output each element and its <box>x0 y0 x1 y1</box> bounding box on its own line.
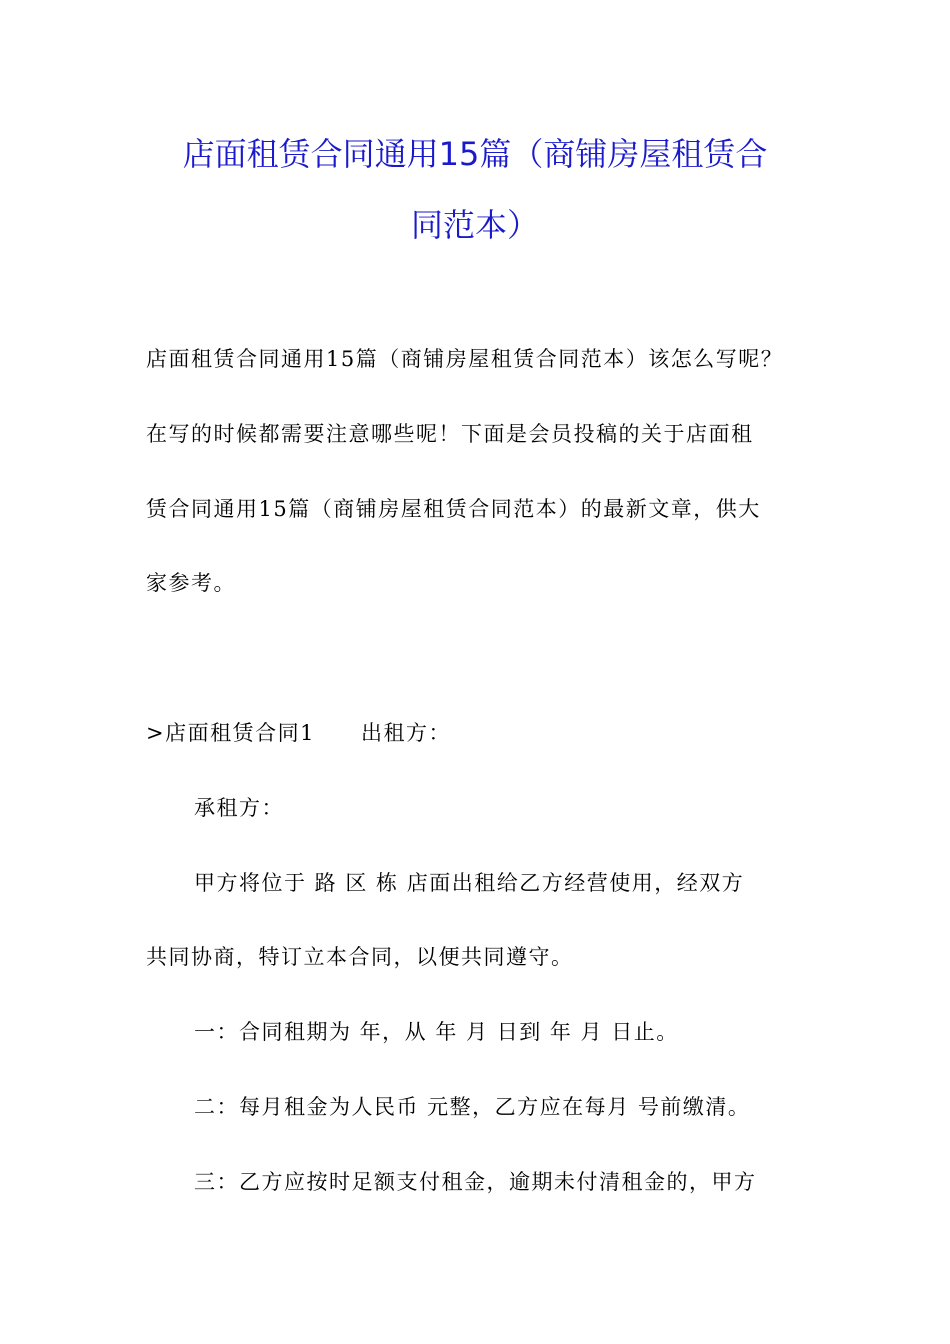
document-title-line-1: 店面租赁合同通用15篇（商铺房屋租赁合 <box>182 135 768 173</box>
lessee-label: 承租方： <box>194 796 284 820</box>
clause-2: 二：每月租金为人民币 元整，乙方应在每月 号前缴清。 <box>194 1095 751 1119</box>
intro-line-1: 店面租赁合同通用15篇（商铺房屋租赁合同范本）该怎么写呢？ <box>146 347 784 371</box>
para1-line-1: 甲方将位于 路 区 栋 店面出租给乙方经营使用，经双方 <box>194 871 745 895</box>
intro-line-2: 在写的时候都需要注意哪些呢！下面是会员投稿的关于店面租 <box>146 422 754 446</box>
intro-line-3: 赁合同通用15篇（商铺房屋租赁合同范本）的最新文章，供大 <box>146 497 761 521</box>
clause-3: 三：乙方应按时足额支付租金，逾期未付清租金的，甲方 <box>194 1170 757 1194</box>
lessor-label: 出租方： <box>360 721 451 745</box>
intro-line-4: 家参考。 <box>146 571 236 595</box>
para1-line-2: 共同协商，特订立本合同，以便共同遵守。 <box>146 945 574 969</box>
clause-1: 一：合同租期为 年，从 年 月 日到 年 月 日止。 <box>194 1020 679 1044</box>
contract-heading-row <box>146 718 451 748</box>
document-title-line-2: 同范本） <box>410 206 539 244</box>
contract-heading: >店面租赁合同1 <box>146 721 315 745</box>
